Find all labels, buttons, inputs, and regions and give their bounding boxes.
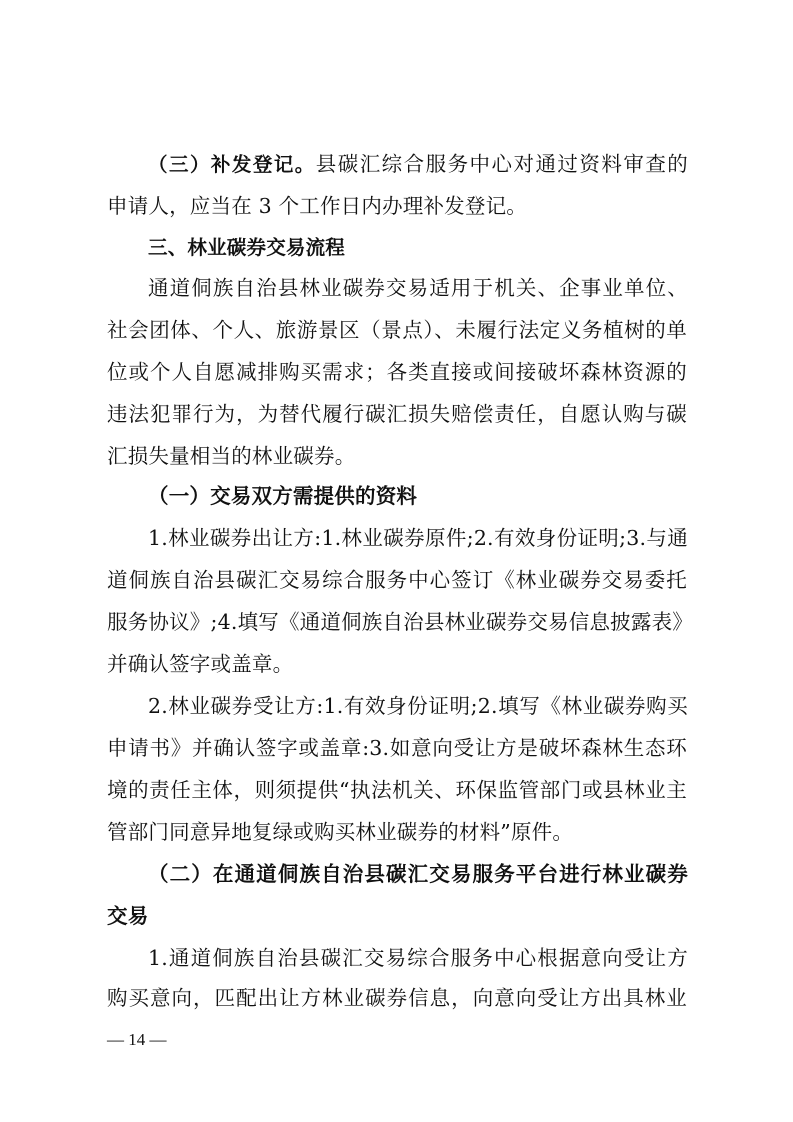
transferor-line-3: 服务协议》;4.填写《通道侗族自治县林业碳券交易信息披露表》 (107, 610, 693, 634)
intro-line-1: 通道侗族自治县林业碳券交易适用于机关、企事业单位、 (148, 276, 688, 300)
paragraph-reissue-line-1 (148, 152, 688, 177)
subheading-required-materials: （一）交易双方需提供的资料 (148, 484, 418, 508)
reissue-lead-heading: （三）补发登记。 (148, 153, 316, 176)
transferee-line-4: 管部门同意异地复绿或购买林业碳券的材料”原件。 (107, 820, 574, 844)
platform-item-line-2: 购买意向，匹配出让方林业碳券信息，向意向受让方出具林业 (107, 986, 687, 1010)
reissue-lead-text: 县碳汇综合服务中心对通过资料审查的 (315, 152, 688, 176)
intro-line-4: 违法犯罪行为，为替代履行碳汇损失赔偿责任，自愿认购与碳 (107, 402, 687, 426)
intro-line-3: 位或个人自愿减排购买需求；各类直接或间接破坏森林资源的 (107, 360, 687, 384)
transferor-line-2: 道侗族自治县碳汇交易综合服务中心签订《林业碳券交易委托 (107, 568, 687, 592)
transferor-line-4: 并确认签字或盖章。 (107, 652, 294, 676)
transferee-line-1: 2.林业碳券受让方:1.有效身份证明;2.填写《林业碳券购买 (148, 694, 688, 718)
page-number: — 14 — (107, 1030, 167, 1049)
section-heading-trading-process: 三、林业碳券交易流程 (148, 236, 346, 259)
transferee-line-2: 申请书》并确认签字或盖章:3.如意向受让方是破坏森林生态环 (107, 736, 687, 760)
transferee-line-3: 境的责任主体，则须提供“执法机关、环保监管部门或县林业主 (107, 778, 687, 802)
intro-line-5: 汇损失量相当的林业碳券。 (107, 444, 356, 468)
subheading-platform-trading-line-2: 交易 (107, 904, 149, 928)
subheading-platform-trading-line-1: （二）在通道侗族自治县碳汇交易服务平台进行林业碳券 (148, 862, 688, 886)
paragraph-reissue-line-2: 申请人，应当在 3 个工作日内办理补发登记。 (107, 194, 527, 218)
transferor-line-1: 1.林业碳券出让方:1.林业碳券原件;2.有效身份证明;3.与通 (148, 526, 688, 550)
intro-line-2: 社会团体、个人、旅游景区（景点）、未履行法定义务植树的单 (107, 318, 687, 342)
platform-item-line-1: 1.通道侗族自治县碳汇交易综合服务中心根据意向受让方 (148, 946, 688, 970)
